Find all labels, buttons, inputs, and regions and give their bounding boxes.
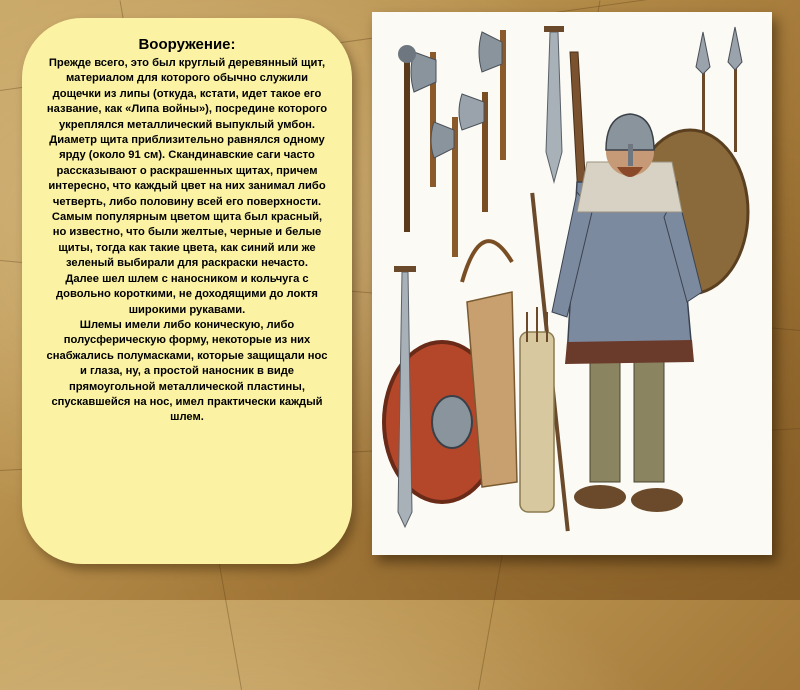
axe-icon [459, 92, 488, 212]
illustration-svg [372, 12, 772, 555]
sword-icon [544, 26, 564, 182]
text-panel [22, 18, 352, 564]
quiver-icon [520, 307, 554, 512]
slide-body-text: Прежде всего, это был круглый деревянный щит, материалом для которого обычно служили дощечки из липы (откуда, кстати, идет такое его название, как «Липа войны»), посредине которого укреплялся металлический выпуклый умбон. Диаметр щита приблизительно равнялся одному ярду (около 91 см). Скандинавские саги часто рассказывают о раскрашенных щитах, причем интересно, что каждый цвет на них занимал либо четверть, либо половину всей его поверхности. Самым популярным цветом щита был красный, но известно, что были желтые, черные и белые щиты, тогда как такие цвета, как синий или же зеленый выбирали для раскраски нечасто. Далее шел шлем с наносником и кольчуга с довольно короткими, не доходящими до локтя широкими рукавами. Шлемы имели либо коническую, либо полусферическую форму, некоторые из них снабжались полумасками, которые защищали нос и глаза, ну, а простой наносник в виде прямоугольной металлической пластины, спускавшейся на нос, имел практически каждый шлем. [46, 57, 328, 424]
slide-title: Вооружение: [138, 36, 236, 53]
axe-icon [411, 52, 436, 187]
warrior-illustration [372, 12, 772, 555]
sword-icon [570, 52, 586, 197]
spear-icon [728, 27, 742, 152]
